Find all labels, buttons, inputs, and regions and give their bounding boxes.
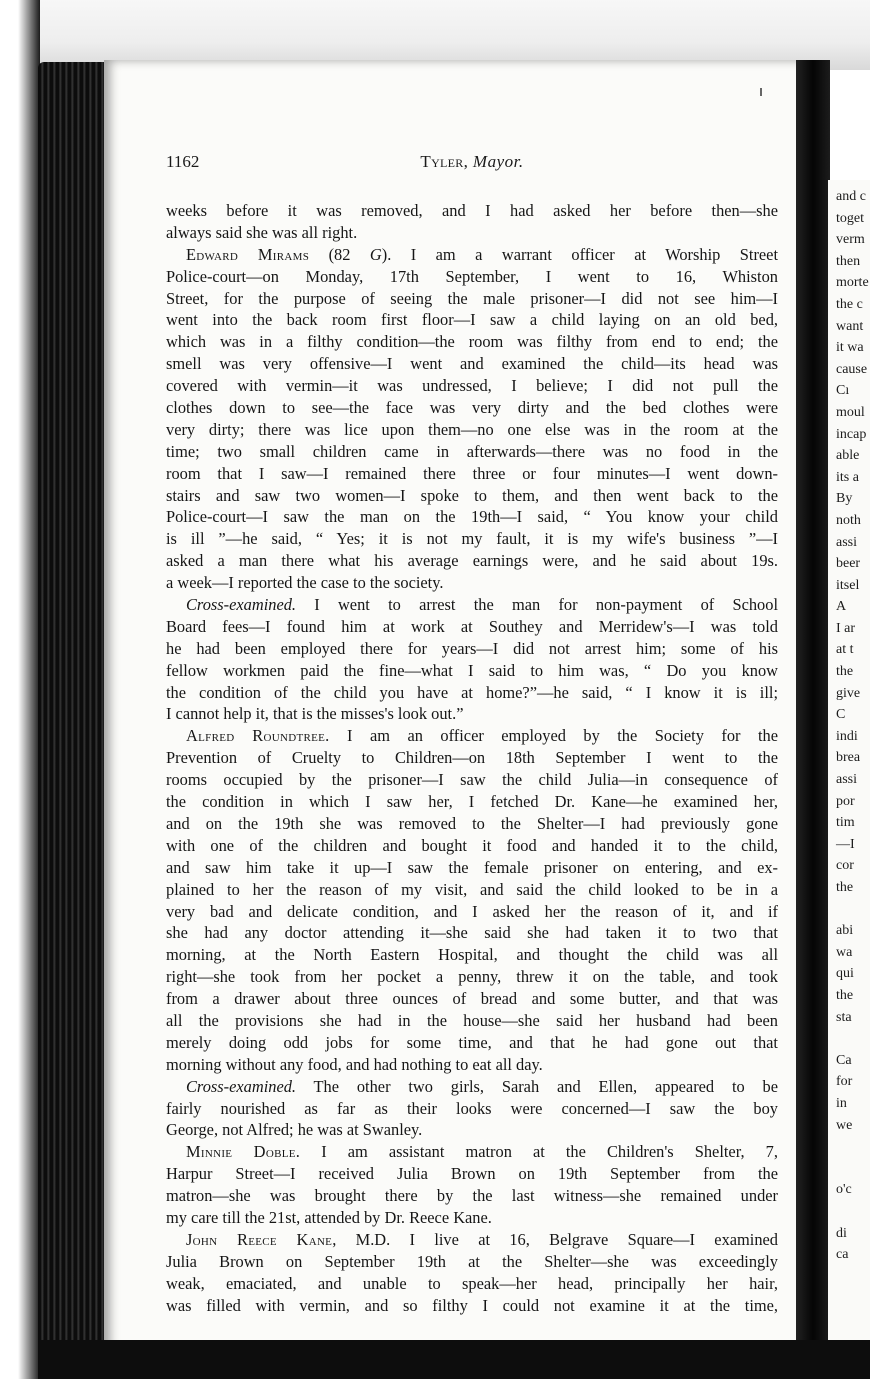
text-line <box>166 463 778 485</box>
facing-page-fragment: By <box>836 491 853 507</box>
text-line <box>166 1054 778 1076</box>
text-line <box>166 638 778 660</box>
text-line <box>166 200 778 222</box>
text-line <box>166 966 778 988</box>
text-line <box>166 1141 778 1163</box>
facing-page-fragment <box>836 1028 870 1050</box>
facing-page-fragment: the c <box>836 296 863 312</box>
text-line <box>166 1119 778 1141</box>
facing-page-fragment: the <box>836 880 854 895</box>
text-run: always said she was all right. <box>166 222 358 242</box>
facing-page-fragment: it wa <box>836 340 864 356</box>
text-line <box>166 1229 778 1251</box>
text-run: I went to arrest the man for non-payment of School <box>296 595 778 615</box>
facing-page-fragment: noth <box>836 512 861 528</box>
facing-page-fragment: o'c <box>836 1182 852 1198</box>
facing-page-fragment: in <box>836 1095 847 1111</box>
text-run: Harpur Street—I received Julia Brown on 19th September from the <box>166 1164 778 1184</box>
text-run: I am an officer employed by the Society for the <box>329 726 778 746</box>
facing-page-fragment <box>836 1136 870 1158</box>
text-run: he had been employed there for years—I did not arrest him; some of his <box>166 638 778 658</box>
facing-page-fragment: sta <box>836 1009 852 1025</box>
facing-page-fragment: por <box>836 793 855 809</box>
facing-page-fragment: wa <box>836 944 853 960</box>
text-run: matron—she was brought there by the last witness—she remained under <box>166 1186 778 1206</box>
facing-page-fragment: assi <box>836 534 857 550</box>
text-line <box>166 1273 778 1295</box>
text-run: my care till the 21st, attended by Dr. Reece Kane. <box>166 1207 492 1227</box>
facing-page-fragment: and c <box>836 189 866 204</box>
witness-name: Minnie Doble. <box>186 1142 301 1162</box>
text-line <box>166 769 778 791</box>
text-line <box>166 944 778 966</box>
text-line <box>166 397 778 419</box>
italic-text: Cross-examined. <box>186 1076 297 1096</box>
text-line <box>166 703 778 725</box>
text-run: rooms occupied by the prisoner—I saw the child Julia—in consequence of <box>166 770 778 790</box>
facing-page-fragment: want <box>836 318 864 334</box>
facing-page-fragment: brea <box>836 750 861 766</box>
facing-page-fragment: cor <box>836 858 854 874</box>
text-run: Police-court—on Monday, 17th September, I went to 16, Whiston <box>166 266 778 286</box>
text-line <box>166 616 778 638</box>
text-line <box>166 1251 778 1273</box>
text-run: was filled with vermin, and so filthy I could not examine it at the time, <box>166 1295 778 1315</box>
text-run: fellow workmen paid the fine—what I said to him was, “ Do you know <box>166 660 778 680</box>
text-run: weeks before it was removed, and I had asked her before then—she <box>166 201 778 220</box>
text-run: and saw him take it up—I saw the female prisoner on entering, and ex- <box>166 857 778 877</box>
text-line <box>166 222 778 244</box>
text-line <box>166 1098 778 1120</box>
facing-page-fragment: give <box>836 685 861 701</box>
text-run: stairs and saw two women—I spoke to them, and then went back to the <box>166 485 778 505</box>
facing-page-fragment: itsel <box>836 577 860 593</box>
text-run: Prevention of Cruelty to Children—on 18th September I went to the <box>166 748 778 768</box>
facing-page-text <box>836 186 870 1266</box>
facing-page-fragment: incap <box>836 426 867 442</box>
text-run: which was in a filthy condition—the room was filthy from end to end; the <box>166 332 778 352</box>
text-line <box>166 288 778 310</box>
text-line <box>166 901 778 923</box>
facing-page-fragment: verm <box>836 232 865 248</box>
text-run: George, not Alfred; he was at Swanley. <box>166 1120 423 1140</box>
text-run: Police-court—I saw the man on the 19th—I said, “ You know your child <box>166 507 778 527</box>
text-line <box>166 1163 778 1185</box>
text-run: from a drawer about three ounces of bread and some butter, and that was <box>166 989 778 1009</box>
text-line <box>166 791 778 813</box>
text-line <box>166 813 778 835</box>
text-line <box>166 1032 778 1054</box>
page-body-text <box>166 200 778 1316</box>
text-run: Street, for the purpose of seeing the male prisoner—I did not see him—I <box>166 288 778 308</box>
facing-page-fragment: qui <box>836 966 854 982</box>
facing-page-fragment: beer <box>836 556 861 572</box>
page-number: 1162 <box>166 152 200 171</box>
facing-page-fragment <box>836 1158 870 1180</box>
text-run: very dirty; there was lice upon them—no one else was in the room at the <box>166 419 778 439</box>
facing-page-fragment: Cı <box>836 383 850 399</box>
text-line <box>166 879 778 901</box>
facing-page-fragment: for <box>836 1074 853 1090</box>
italic-text: G <box>369 244 382 264</box>
text-run: weak, emaciated, and unable to speak—her head, principally her hair, <box>166 1273 778 1293</box>
text-run: (82 <box>309 244 370 264</box>
facing-page-fragment: abi <box>836 923 854 939</box>
text-line <box>166 485 778 507</box>
facing-page-fragment: Ca <box>836 1052 852 1068</box>
text-run: I cannot help it, that is the misses's look out.” <box>166 704 464 724</box>
text-line <box>166 375 778 397</box>
running-head <box>166 152 778 180</box>
text-run: merely doing odd jobs for some time, and that he had gone out that <box>166 1032 778 1052</box>
text-run: she had any doctor attending it—she said she had taken it to two that <box>166 923 778 943</box>
facing-page-fragment: its a <box>836 469 859 485</box>
witness-name: Edward Mirams <box>186 244 310 264</box>
text-run: went into the back room first floor—I saw a child laying on an old bed, <box>166 310 778 330</box>
book-bottom-edge <box>38 1340 870 1379</box>
running-head-title <box>166 152 778 172</box>
text-line <box>166 594 778 616</box>
witness-name: Alfred Roundtree. <box>186 726 330 746</box>
text-line <box>166 244 778 266</box>
text-run: and on the 19th she was removed to the Shelter—I had previously gone <box>166 813 778 833</box>
witness-name: John Reece Kane <box>186 1229 333 1249</box>
text-run: very bad and delicate condition, and I asked her the reason of it, and if <box>166 901 778 921</box>
text-line <box>166 922 778 944</box>
text-line <box>166 1185 778 1207</box>
facing-page-fragment: the <box>836 987 854 1003</box>
text-run: time; two small children came in afterwards—there was no food in the <box>166 441 778 461</box>
text-line <box>166 528 778 550</box>
text-line <box>166 1207 778 1229</box>
facing-page-fragment: then <box>836 253 861 269</box>
running-head-office: Mayor. <box>472 152 524 171</box>
text-run: Board fees—I found him at work at Southey and Merridew's—I was told <box>166 616 778 636</box>
text-run: asked a man there what his average earnings were, and he said about 19s. <box>166 551 778 571</box>
facing-page-fragment: C <box>836 707 846 723</box>
text-run: ). I am a warrant officer at Worship Street <box>381 244 778 264</box>
text-line <box>166 331 778 353</box>
text-run: is ill ”—he said, “ Yes; it is not my fault, it is my wife's business ”—I <box>166 529 778 549</box>
text-line <box>166 725 778 747</box>
text-line <box>166 1010 778 1032</box>
book-page-edges <box>38 62 108 1362</box>
page-mark <box>760 88 762 96</box>
text-line <box>166 550 778 572</box>
italic-text: Cross-examined. <box>186 595 297 615</box>
facing-page-fragment: the <box>836 664 854 680</box>
text-run: morning without any food, and had nothing to eat all day. <box>166 1054 543 1074</box>
text-run: the condition of the child you have at home?”—he said, “ I know it is ill; <box>166 682 778 702</box>
text-line <box>166 1076 778 1098</box>
text-line <box>166 572 778 594</box>
text-run: with one of the children and bought it food and handed it to the child, <box>166 835 778 855</box>
facing-page-fragment: moul <box>836 404 865 420</box>
facing-page-fragment: indi <box>836 728 858 744</box>
text-run: fairly nourished as far as their looks were concerned—I saw the boy <box>166 1098 778 1118</box>
text-line <box>166 835 778 857</box>
facing-page-fragment: I ar <box>836 620 856 636</box>
facing-page-fragment: tim <box>836 815 855 831</box>
facing-page-fragment: assi <box>836 772 857 788</box>
text-line <box>166 441 778 463</box>
scan-left-edge <box>0 0 40 1379</box>
text-run: covered with vermin—it was undressed, I believe; I did not pull the <box>166 376 778 396</box>
facing-page-fragment: cause <box>836 361 868 377</box>
text-line <box>166 857 778 879</box>
running-head-name: Tyler, <box>420 152 469 171</box>
text-run: plained to her the reason of my visit, and said the child looked to be in a <box>166 879 778 899</box>
facing-page-fragment <box>836 899 870 921</box>
facing-page-fragment: toget <box>836 210 864 226</box>
text-line <box>166 309 778 331</box>
book-gutter <box>796 60 830 1350</box>
text-line <box>166 660 778 682</box>
text-run: the condition in which I saw her, I fetched Dr. Kane—he examined her, <box>166 792 778 812</box>
text-line <box>166 506 778 528</box>
text-line <box>166 353 778 375</box>
text-run: Julia Brown on September 19th at the Shelter—she was exceedingly <box>166 1251 778 1271</box>
facing-page-fragment: ca <box>836 1247 849 1263</box>
text-run: , M.D. I live at 16, Belgrave Square—I examined <box>332 1229 778 1249</box>
text-line <box>166 419 778 441</box>
text-line <box>166 1295 778 1317</box>
text-line <box>166 682 778 704</box>
text-run: smell was very offensive—I went and examined the child—its head was <box>166 354 778 374</box>
text-run: clothes down to see—the face was very dirty and the bed clothes were <box>166 398 778 418</box>
text-run: a week—I reported the case to the society. <box>166 573 444 593</box>
text-line <box>166 266 778 288</box>
text-line <box>166 747 778 769</box>
text-run: room that I saw—I remained there three or four minutes—I went down- <box>166 463 778 483</box>
text-run: right—she took from her pocket a penny, threw it on the table, and took <box>166 967 778 987</box>
facing-page-fragment: we <box>836 1117 853 1133</box>
facing-page-fragment <box>836 1201 870 1223</box>
facing-page-fragment: morte <box>836 275 869 291</box>
facing-page-fragment: A <box>836 599 847 615</box>
text-line <box>166 988 778 1010</box>
facing-page-fragment: able <box>836 448 860 464</box>
facing-page-fragment: —I <box>836 836 855 852</box>
text-run: morning, at the North Eastern Hospital, and thought the child was all <box>166 945 778 965</box>
facing-page-fragment: at t <box>836 642 854 658</box>
text-run: I am assistant matron at the Children's Shelter, 7, <box>300 1142 778 1162</box>
facing-page-fragment: di <box>836 1225 847 1241</box>
text-run: all the provisions she had in the house—she said her husband had been <box>166 1010 778 1030</box>
text-run: The other two girls, Sarah and Ellen, appeared to be <box>296 1076 778 1096</box>
